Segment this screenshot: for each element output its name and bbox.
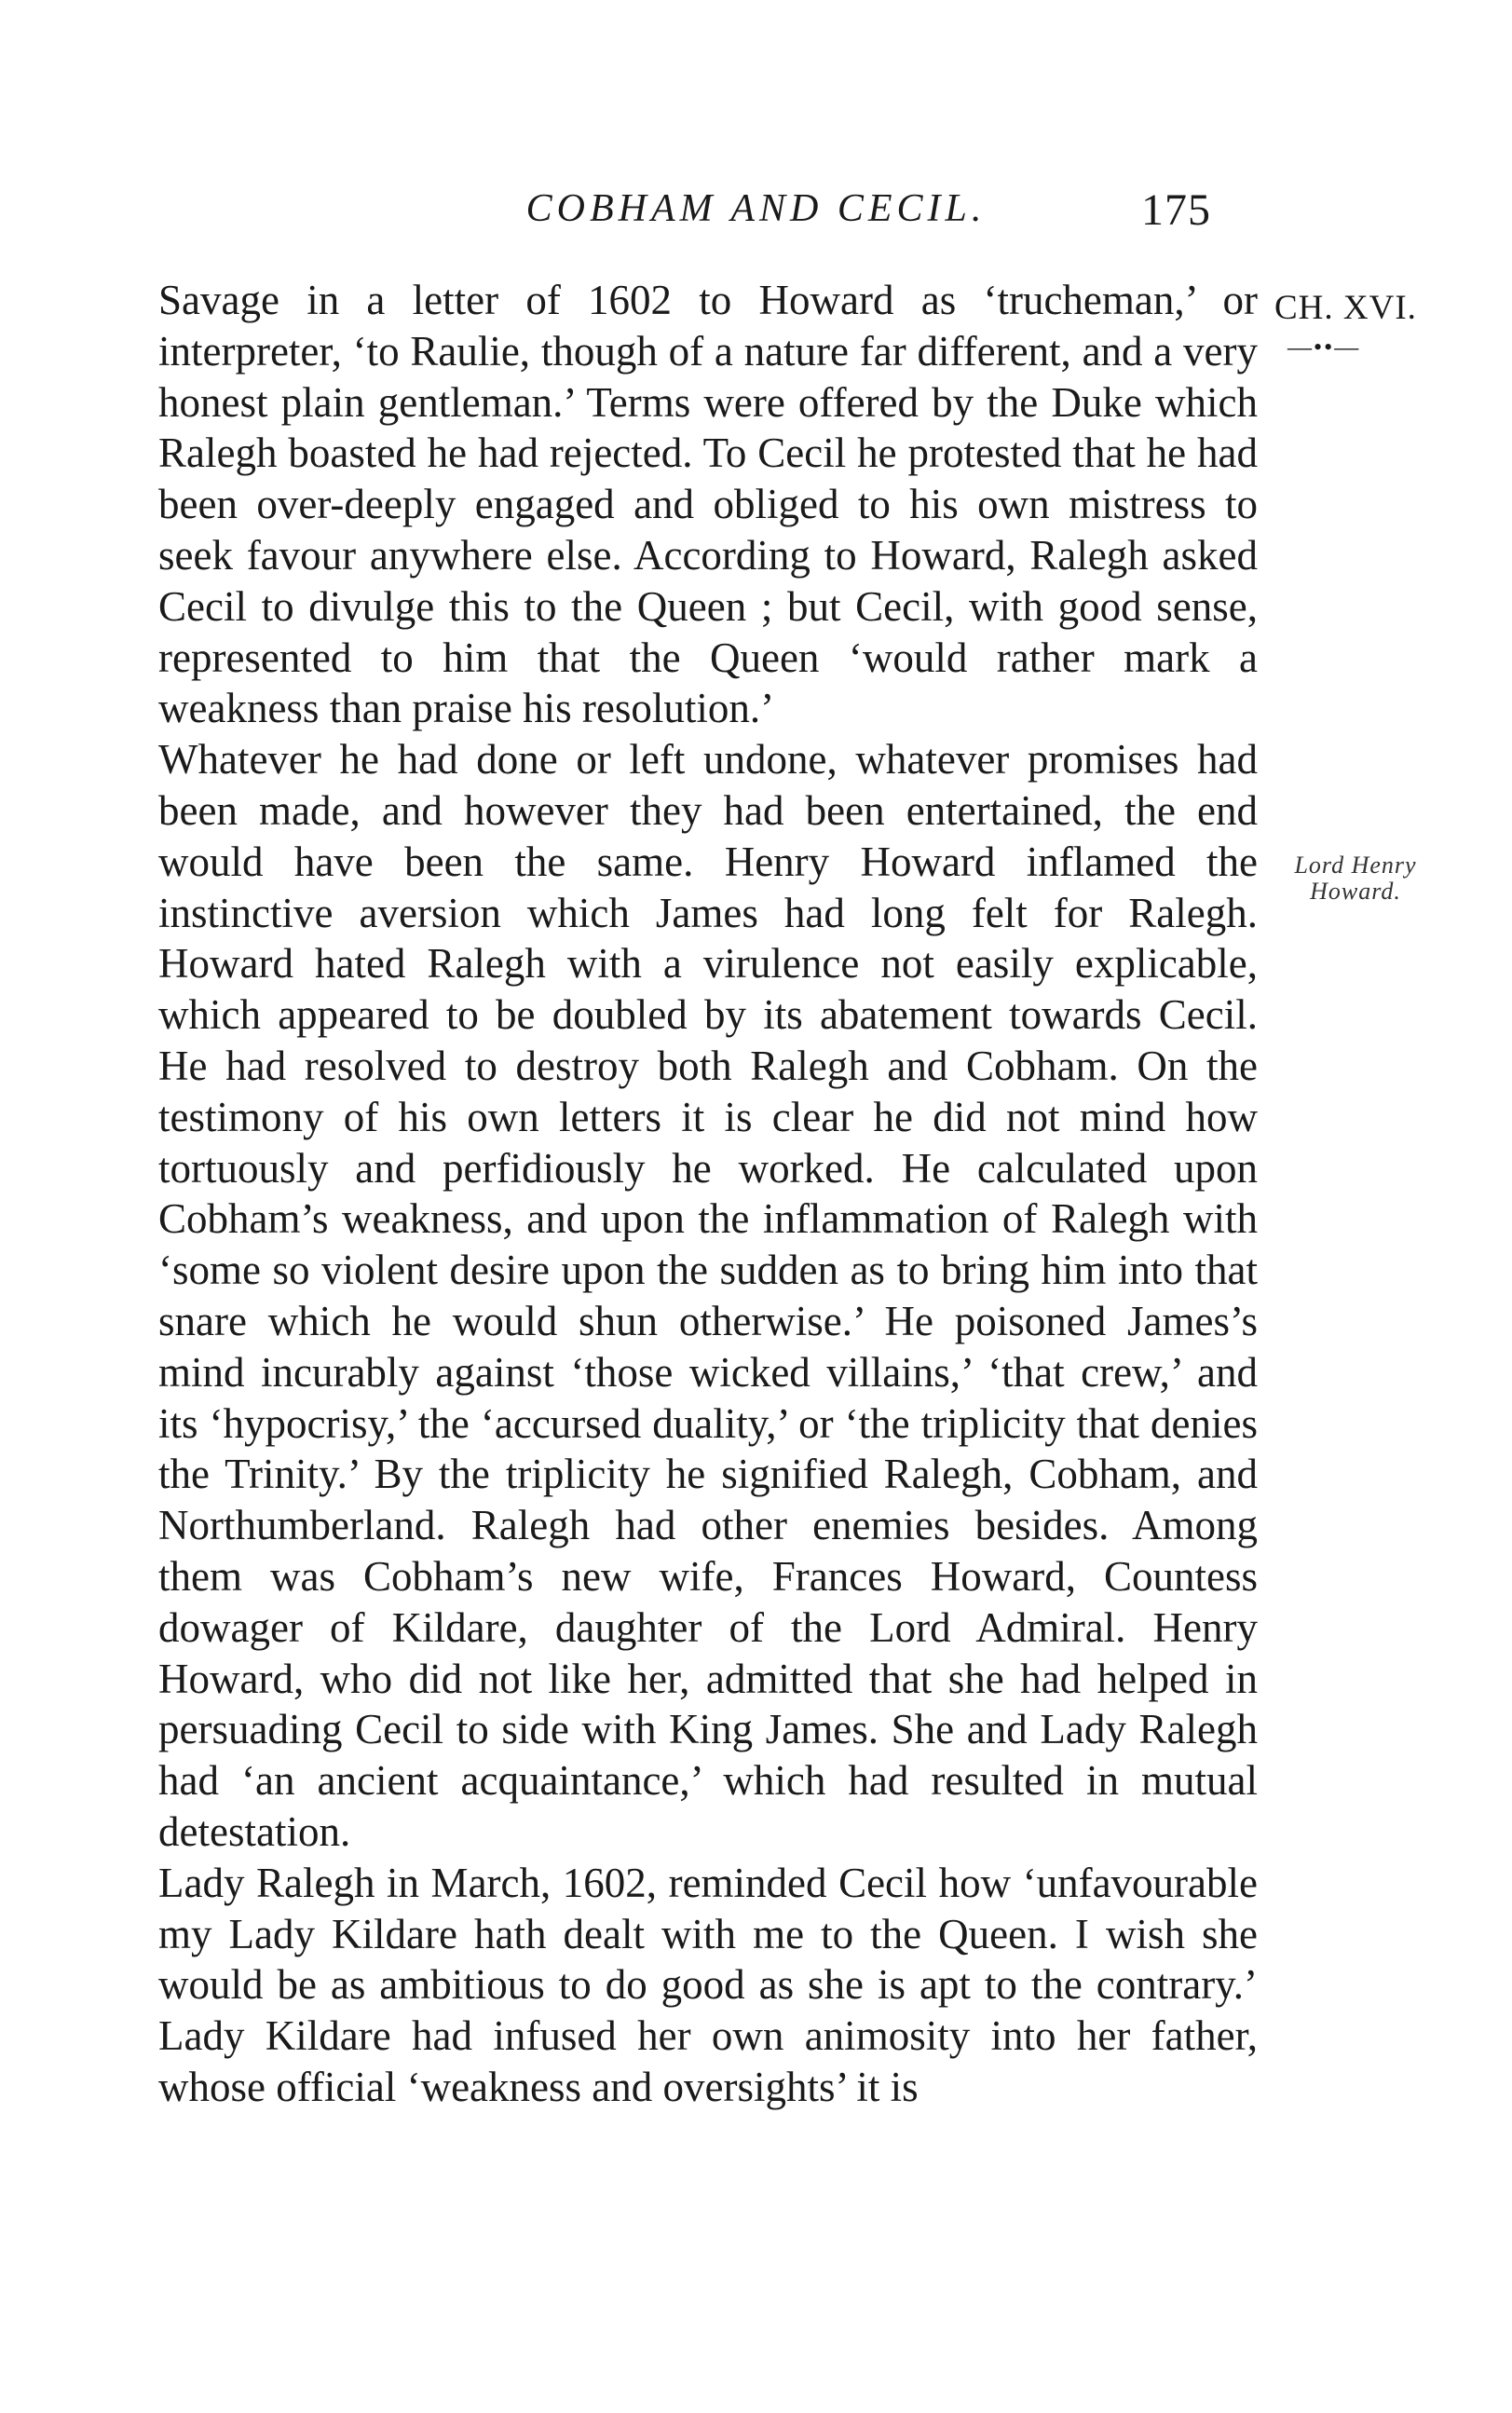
ornament-divider: —••— bbox=[1287, 334, 1361, 361]
body-text bbox=[158, 275, 1258, 2113]
chapter-marker: CH. XVI. bbox=[1274, 289, 1417, 327]
page-number: 175 bbox=[1141, 185, 1211, 235]
paragraph-2: Whatever he had done or left undone, whatever promises had been made, and however they had been entertained, the end would have been the same. Henry Howard inflamed the instinctive aversion which James had long felt for Ralegh. Howard hated Ralegh with a virulence not easily explicable, which appeared to be doubled by its abatement towards Cecil. He had resolved to destroy both Ralegh and Cobham. On the testimony of his own letters it is clear he did not mind how tortuously and perfidiously he worked. He calculated upon Cobham’s weakness, and upon the inflammation of Ralegh with ‘some so violent desire upon the sudden as to bring him into that snare which he would shun otherwise.’ He poisoned James’s mind incurably against ‘those wicked villains,’ ‘that crew,’ and its ‘hypocrisy,’ the ‘accursed duality,’ or ‘the triplicity that denies the Trinity.’ By the triplicity he signified Ralegh, Cobham, and Northumberland. Ralegh had other enemies besides. Among them was Cobham’s new wife, Frances Howard, Countess dowager of Kildare, daughter of the Lord Admiral. Henry Howard, who did not like her, admitted that she had helped in persuading Cecil to side with King James. She and Lady Ralegh had ‘an ancient acquaintance,’ which had resulted in mutual detestation. bbox=[158, 736, 1258, 1855]
paragraph-1: Savage in a letter of 1602 to Howard as ‘trucheman,’ or interpreter, ‘to Raulie, though of a nature far different, and a very honest plain gentleman.’ Terms were offered by the Duke which Ralegh boasted he had rejected. To Cecil he protested that he had been over-deeply engaged and obliged to his own mistress to seek favour anywhere else. According to Howard, Ralegh asked Cecil to divulge this to the Queen ; but Cecil, with good sense, represented to him that the Queen ‘would rather mark a weakness than praise his resolution.’ bbox=[158, 277, 1258, 732]
sidenote-lord-henry-howard: Lord Henry Howard. bbox=[1294, 852, 1417, 905]
paragraph-3: Lady Ralegh in March, 1602, reminded Cecil how ‘unfavourable my Lady Kildare hath dealt with me to the Queen. I wish she would be as ambitious to do good as she is apt to the contrary.’ Lady Kildare had infused her own animosity into her father, whose official ‘weakness and oversights’ it is bbox=[158, 1859, 1258, 2110]
running-title: COBHAM AND CECIL. bbox=[525, 187, 987, 230]
